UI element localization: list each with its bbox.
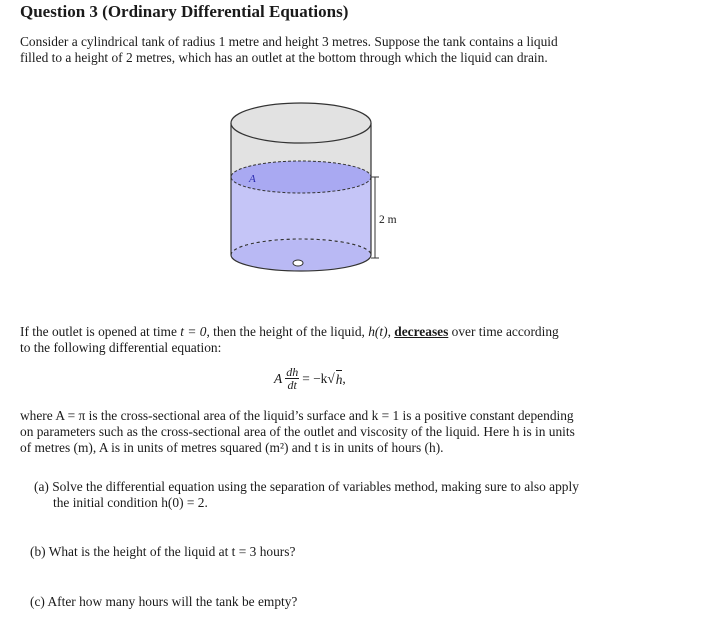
eq-derivative: [285, 366, 299, 391]
eq-numerator: dh: [286, 365, 299, 379]
outlet-line-2: to the following differential equation:: [20, 340, 222, 355]
eq-area: A: [274, 370, 283, 386]
height-function: h(t): [368, 324, 388, 339]
outlet-text-4: over time according: [448, 324, 559, 339]
part-c: (c) After how many hours will the tank be empty?: [30, 594, 298, 609]
part-b: (b) What is the height of the liquid at t = 3 hours?: [30, 544, 296, 559]
outlet-text-1: If the outlet is opened at time: [20, 324, 181, 339]
differential-equation: [274, 366, 346, 391]
outlet-line-1: [20, 324, 630, 340]
intro-paragraph: [20, 34, 630, 66]
eq-sqrt-h: h: [335, 371, 343, 387]
where-line-3: of metres (m), A is in units of metres squared (m²) and t is in units of hours (h).: [20, 440, 444, 455]
tank-top-ellipse: [231, 103, 371, 143]
height-label: 2 m: [379, 214, 397, 226]
part-a-line-1: (a) Solve the differential equation using the separation of variables method, making sure to also apply: [34, 479, 579, 494]
cylinder-tank-figure: [215, 95, 415, 280]
eq-denominator: dt: [287, 378, 297, 392]
part-a: [34, 479, 634, 511]
outlet-text-2: , then the height of the liquid,: [206, 324, 369, 339]
decreases-emphasis: decreases: [394, 324, 449, 339]
where-line-2: on parameters such as the cross-sectional area of the outlet and viscosity of the liquid. Here h is in units: [20, 424, 575, 439]
outlet-hole: [293, 260, 303, 266]
where-paragraph: [20, 408, 630, 456]
intro-line-2: filled to a height of 2 metres, which has an outlet at the bottom through which the liquid can drain.: [20, 50, 548, 65]
eq-comma: ,: [342, 370, 346, 386]
where-line-1: where A = π is the cross-sectional area of the liquid’s surface and k = 1 is a positive constant depending: [20, 408, 574, 423]
outlet-paragraph: [20, 324, 630, 356]
area-label: A: [249, 173, 256, 185]
question-title: Question 3 (Ordinary Differential Equations): [20, 2, 349, 21]
part-a-line-2: the initial condition h(0) = 2.: [53, 495, 208, 510]
intro-line-1: Consider a cylindrical tank of radius 1 metre and height 3 metres. Suppose the tank contains a liquid: [20, 34, 558, 49]
time-zero: t = 0: [180, 324, 207, 339]
outlet-text-3: ,: [387, 324, 395, 339]
eq-rhs: = −k√: [302, 370, 335, 386]
